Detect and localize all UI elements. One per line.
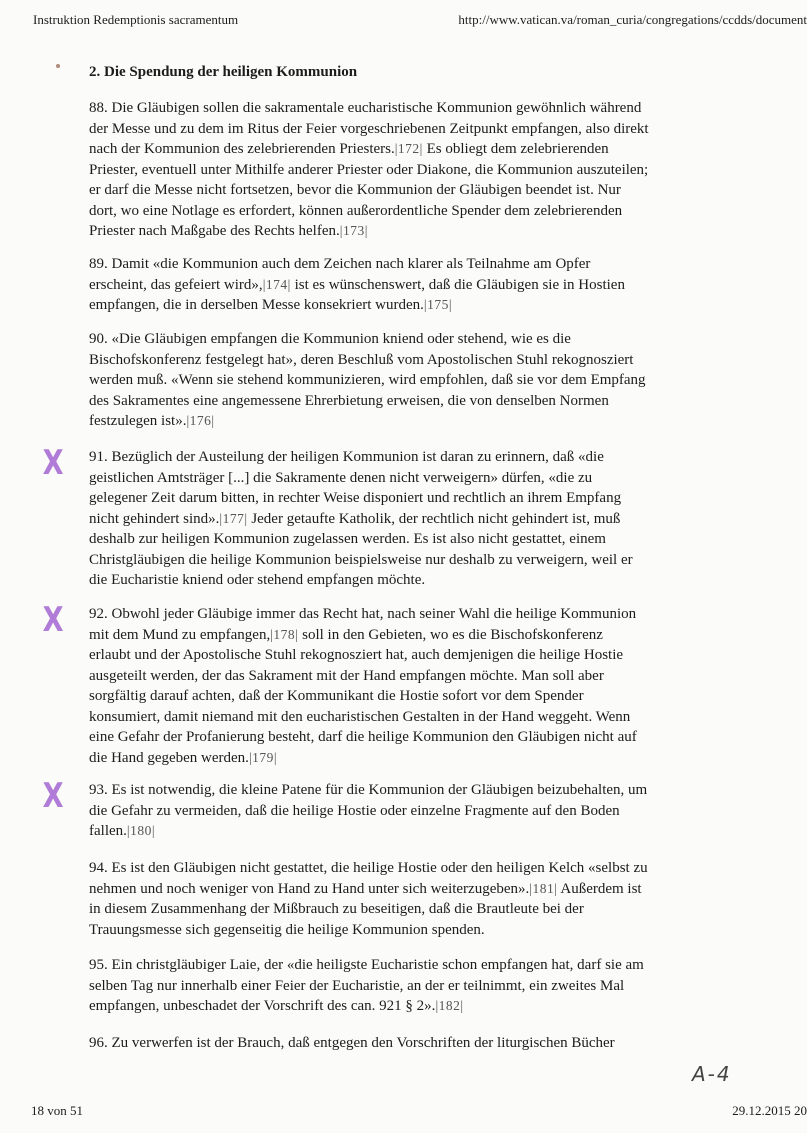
paragraph-94	[89, 858, 694, 940]
text-run: dort, wo eine Notlage es erfordert, können außerordentliche Spender dem zelebrierenden	[89, 202, 623, 219]
text-run: die Hand gegeben werden.	[89, 749, 249, 766]
text-run: Priester, eventuell unter Mithilfe anderer Priester oder Diakone, die Kommunion auszuteilen;	[89, 161, 649, 178]
text-line	[89, 996, 694, 1017]
text-line	[89, 955, 694, 976]
text-line	[89, 275, 694, 296]
text-line	[89, 447, 694, 468]
text-run: festzulegen ist».	[89, 413, 187, 429]
text-line	[89, 119, 694, 140]
text-line	[89, 727, 694, 748]
paragraph-92	[89, 604, 694, 768]
text-run: werden muß. «Wenn sie stehend kommunizieren, wird empfohlen, daß sie vor dem Empfang	[89, 372, 646, 388]
text-line	[89, 801, 694, 822]
text-line	[89, 879, 694, 900]
text-run: empfangen, unbeschadet der Vorschrift des can. 921 § 2».	[89, 998, 436, 1014]
text-run: Es obliegt dem zelebrierenden	[422, 141, 609, 157]
text-run: ist es wünschenswert, daß die Gläubigen sie in Hostien	[290, 276, 625, 293]
section-title: 2. Die Spendung der heiligen Kommunion	[89, 64, 358, 80]
text-run: er darf die Messe nicht fortsetzen, bevor die Kommunion der Gläubigen beendet ist. Nur	[89, 182, 621, 198]
paragraph-93	[89, 780, 694, 842]
text-run: soll in den Gebieten, wo es die Bischofskonferenz	[298, 626, 603, 643]
text-run: konsumiert, damit niemand mit den eucharistischen Gestalten in der Hand weggeht. Wenn	[89, 708, 631, 725]
text-run: ausgeteilt werden, der das Sakrament mit der Hand empfangen möchte. Man soll aber	[89, 667, 604, 684]
text-run: Bischofskonferenz festgelegt hat», deren Beschluß vom Apostolischen Stuhl rekognosziert	[89, 351, 634, 368]
text-run: erlaubt und der Apostolische Stuhl rekognosziert hat, auch demjenigen die heilige Hostie	[89, 647, 624, 663]
footnote-ref[interactable]: |180|	[126, 823, 156, 838]
text-run: 92. Obwohl jeder Gläubige immer das Recht hat, nach seiner Wahl die heilige Kommunion	[89, 606, 637, 622]
header-title: Instruktion Redemptionis sacramentum	[33, 12, 239, 27]
text-run: 96. Zu verwerfen ist der Brauch, daß entgegen den Vorschriften der liturgischen Bücher	[89, 1035, 615, 1051]
text-run: der Messe und zu dem im Ritus der Feier vorgeschriebenen Zeitpunkt empfangen, also direkt	[89, 120, 649, 137]
text-run: 93. Es ist notwendig, die kleine Patene für die Kommunion der Gläubigen beizubehalten, um	[89, 782, 648, 798]
footnote-ref[interactable]: |178|	[270, 626, 299, 642]
text-run: Christgläubigen die heilige Kommunion beispielsweise nur deshalb zu verweigern, weil er	[89, 551, 633, 568]
text-line	[89, 666, 694, 687]
paragraph-90	[89, 329, 694, 432]
text-run: die Gefahr zu vermeiden, daß die heilige Hostie oder einzelne Fragmente auf den Boden	[89, 802, 620, 819]
text-line	[89, 686, 694, 707]
text-run: erscheint, das gefeiert wird»,	[89, 276, 263, 293]
text-line	[89, 550, 694, 571]
text-run: eine Gefahr der Profanierung besteht, darf die heilige Kommunion den Gläubigen nicht auf	[89, 729, 637, 745]
text-run: die Eucharistie kniend oder stehend empfangen möchte.	[89, 572, 426, 588]
text-line	[89, 295, 694, 316]
text-run: Jeder getaufte Katholik, der rechtlich nicht gehindert ist, muß	[247, 510, 621, 527]
text-run: in diesem Zusammenhang der Mißbrauch zu beseitigen, daß die Brautleute bei der	[89, 901, 584, 917]
paragraph-96	[89, 1033, 694, 1054]
text-run: 94. Es ist den Gläubigen nicht gestattet, die heilige Hostie oder den heiligen Kelch «selbst zu	[89, 860, 648, 876]
text-run: nehmen und noch weniger von Hand zu Hand unter sich weiterzugeben».	[89, 880, 530, 897]
text-run: Außerdem ist	[557, 880, 642, 897]
text-line	[89, 625, 694, 646]
header-url: http://www.vatican.va/roman_curia/congregations/ccdds/document	[458, 12, 807, 27]
text-line	[89, 748, 694, 769]
text-run: selben Tag nur innerhalb einer Feier der Eucharistie, an der er teilnimmt, ein zweites Mal	[89, 977, 625, 994]
bullet-dot	[56, 64, 60, 68]
paragraph-89	[89, 254, 694, 316]
text-run: gelegener Zeit darum bitten, in rechter Weise disponiert und rechtlich an ihrem Empfang	[89, 490, 622, 506]
text-run: nach der Kommunion des zelebrierenden Priesters.	[89, 141, 395, 157]
text-line	[89, 488, 694, 509]
text-line	[89, 370, 694, 391]
footnote-ref[interactable]: |174|	[262, 276, 291, 292]
text-line	[89, 645, 694, 666]
text-line	[89, 570, 694, 591]
text-run: fallen.	[89, 823, 127, 839]
text-run: geistlichen Amtsträger [...] die Sakramente denen nicht verweigern» dürfen, «die zu	[89, 469, 593, 486]
footnote-ref[interactable]: |181|	[529, 880, 558, 896]
text-line	[89, 411, 694, 432]
text-line	[89, 920, 694, 941]
text-line	[89, 529, 694, 550]
text-run: 95. Ein christgläubiger Laie, der «die heiligste Eucharistie schon empfangen hat, darf sie am	[89, 957, 644, 973]
text-line	[89, 160, 694, 181]
page-number: 18 von 51	[31, 1103, 83, 1118]
footnote-ref[interactable]: |175|	[423, 297, 453, 312]
print-date: 29.12.2015 20	[732, 1103, 807, 1118]
text-run: Priester nach Maßgabe des Rechts helfen.	[89, 223, 340, 239]
text-run: deshalb zur heiligen Kommunion zugelassen werden. Es ist also nicht gestattet, einem	[89, 531, 606, 547]
text-line	[89, 899, 694, 920]
footnote-ref[interactable]: |173|	[339, 223, 368, 238]
text-line	[89, 391, 694, 412]
footnote-ref[interactable]: |172|	[394, 141, 423, 156]
footnote-ref[interactable]: |176|	[186, 413, 215, 428]
text-run: 89. Damit «die Kommunion auch dem Zeichen nach klarer als Teilnahme am Opfer	[89, 256, 591, 272]
paragraph-88	[89, 98, 694, 242]
text-run: mit dem Mund zu empfangen,	[89, 626, 271, 643]
text-run: sorgfältig darauf achten, daß der Kommunikant die Hostie sofort vor dem Spender	[89, 688, 584, 704]
text-line	[89, 707, 694, 728]
text-line	[89, 254, 694, 275]
text-line	[89, 98, 694, 119]
text-line	[89, 468, 694, 489]
text-line	[89, 329, 694, 350]
margin-mark-91: X	[42, 443, 64, 483]
text-run: 91. Bezüglich der Austeilung der heiligen Kommunion ist daran zu erinnern, daß «die	[89, 449, 604, 465]
text-line	[89, 976, 694, 997]
text-line	[89, 201, 694, 222]
footnote-ref[interactable]: |182|	[435, 998, 464, 1013]
text-run: Trauungsmesse sich gegenseitig die heilige Kommunion spenden.	[89, 921, 485, 938]
footnote-ref[interactable]: |179|	[248, 749, 278, 765]
handwritten-note: A-4	[692, 1062, 732, 1086]
text-line	[89, 1033, 694, 1054]
footnote-ref[interactable]: |177|	[219, 510, 248, 526]
margin-mark-93: X	[42, 776, 64, 816]
text-line	[89, 139, 694, 160]
text-line	[89, 509, 694, 530]
text-run: empfangen, die in derselben Messe konsekriert wurden.	[89, 297, 424, 313]
text-run: des Sakramentes eine angemessene Ehrerbietung erweisen, die von denselben Normen	[89, 392, 609, 409]
text-line	[89, 221, 694, 242]
text-line	[89, 604, 694, 625]
text-line	[89, 858, 694, 879]
margin-mark-92: X	[42, 600, 64, 640]
text-line	[89, 350, 694, 371]
text-line	[89, 821, 694, 842]
text-run: nicht gehindert sind».	[89, 510, 220, 527]
text-run: 88. Die Gläubigen sollen die sakramentale eucharistische Kommunion gewöhnlich während	[89, 100, 642, 116]
text-line	[89, 780, 694, 801]
text-line	[89, 180, 694, 201]
text-run: 90. «Die Gläubigen empfangen die Kommunion kniend oder stehend, wie es die	[89, 331, 571, 347]
paragraph-91	[89, 447, 694, 591]
paragraph-95	[89, 955, 694, 1017]
